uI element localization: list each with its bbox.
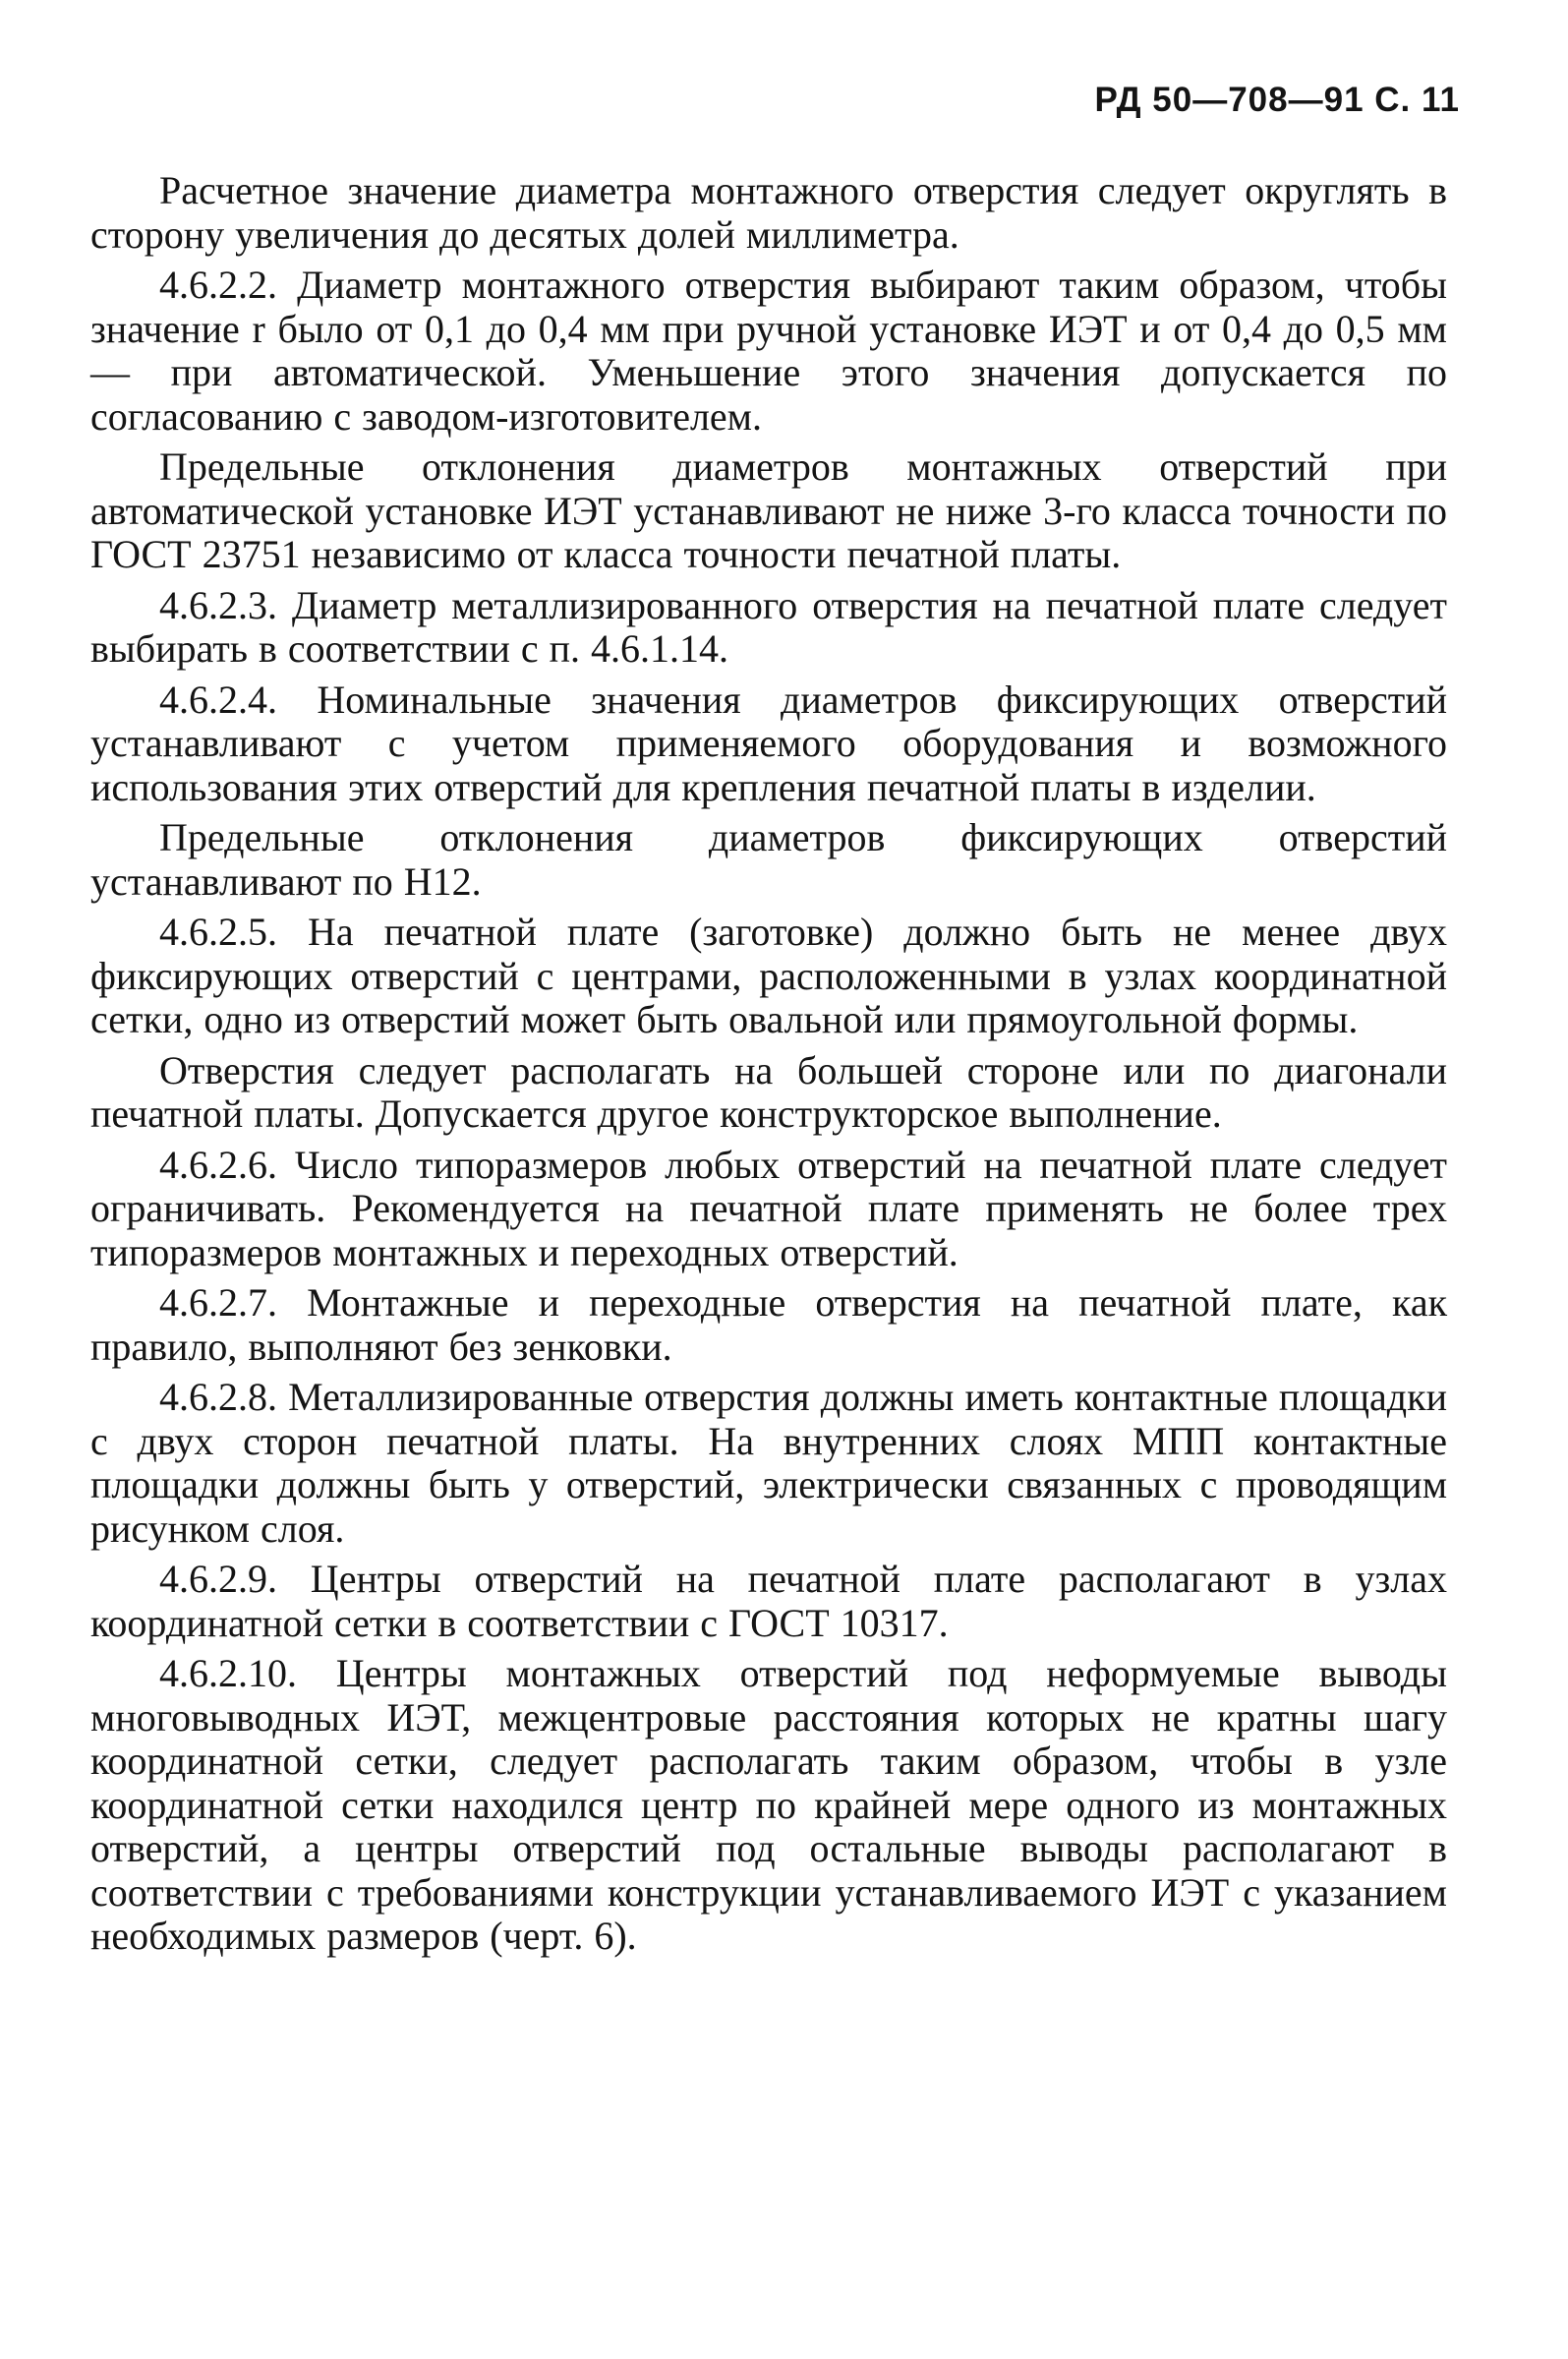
paragraph-tolerances-fixing: Предельные отклонения диаметров фиксирующих отверстий устанавливают по Н12. xyxy=(90,815,1447,904)
document-body xyxy=(90,169,1447,1966)
paragraph-4-6-2-6: 4.6.2.6. Число типоразмеров любых отверстий на печатной плате следует ограничивать. Рекомендуется на печатной плате применять не более трех типоразмеров монтажных и переходных отверстий. xyxy=(90,1142,1447,1274)
paragraph-4-6-2-2: 4.6.2.2. Диаметр монтажного отверстия выбирают таким образом, чтобы значение r было от 0,1 до 0,4 мм при ручной установке ИЭТ и от 0,4 до 0,5 мм — при автоматической. Уменьшение этого значения допускается по согласованию с заводом-изготовителем. xyxy=(90,263,1447,439)
paragraph-4-6-2-10: 4.6.2.10. Центры монтажных отверстий под неформуемые выводы многовыводных ИЭТ, межцентровые расстояния которых не кратны шагу координатной сетки, следует располагать таким образом, чтобы в узле координатной сетки находился центр по крайней мере одного из монтажных отверстий, а центры отверстий под остальные выводы располагают в соответствии с требованиями конструкции устанавливаемого ИЭТ с указанием необходимых размеров (черт. 6). xyxy=(90,1651,1447,1958)
paragraph-rounding: Расчетное значение диаметра монтажного отверстия следует округлять в сторону увеличения до десятых долей миллиметра. xyxy=(90,168,1447,257)
paragraph-4-6-2-7: 4.6.2.7. Монтажные и переходные отверстия на печатной плате, как правило, выполняют без зенковки. xyxy=(90,1280,1447,1369)
paragraph-hole-placement: Отверстия следует располагать на большей стороне или по диагонали печатной платы. Допускается другое конструкторское выполнение. xyxy=(90,1047,1447,1136)
paragraph-4-6-2-9: 4.6.2.9. Центры отверстий на печатной плате располагают в узлах координатной сетки в соответствии с ГОСТ 10317. xyxy=(90,1557,1447,1645)
paragraph-tolerances-mounting: Предельные отклонения диаметров монтажных отверстий при автоматической установке ИЭТ устанавливают не ниже 3-го класса точности по ГОСТ 23751 независимо от класса точности печатной платы. xyxy=(90,444,1447,576)
page-header: РД 50—708—91 С. 11 xyxy=(1094,81,1460,119)
paragraph-4-6-2-3: 4.6.2.3. Диаметр металлизированного отверстия на печатной плате следует выбирать в соответствии с п. 4.6.1.14. xyxy=(90,582,1447,671)
paragraph-4-6-2-5: 4.6.2.5. На печатной плате (заготовке) должно быть не менее двух фиксирующих отверстий с центрами, расположенными в узлах координатной сетки, одно из отверстий может быть овальной или прямоугольной формы. xyxy=(90,910,1447,1041)
paragraph-4-6-2-8: 4.6.2.8. Металлизированные отверстия должны иметь контактные площадки с двух сторон печатной платы. На внутренних слоях МПП контактные площадки должны быть у отверстий, электрически связанных с проводящим рисунком слоя. xyxy=(90,1375,1447,1551)
paragraph-4-6-2-4: 4.6.2.4. Номинальные значения диаметров фиксирующих отверстий устанавливают с учетом применяемого оборудования и возможного использования этих отверстий для крепления печатной платы в изделии. xyxy=(90,677,1447,809)
